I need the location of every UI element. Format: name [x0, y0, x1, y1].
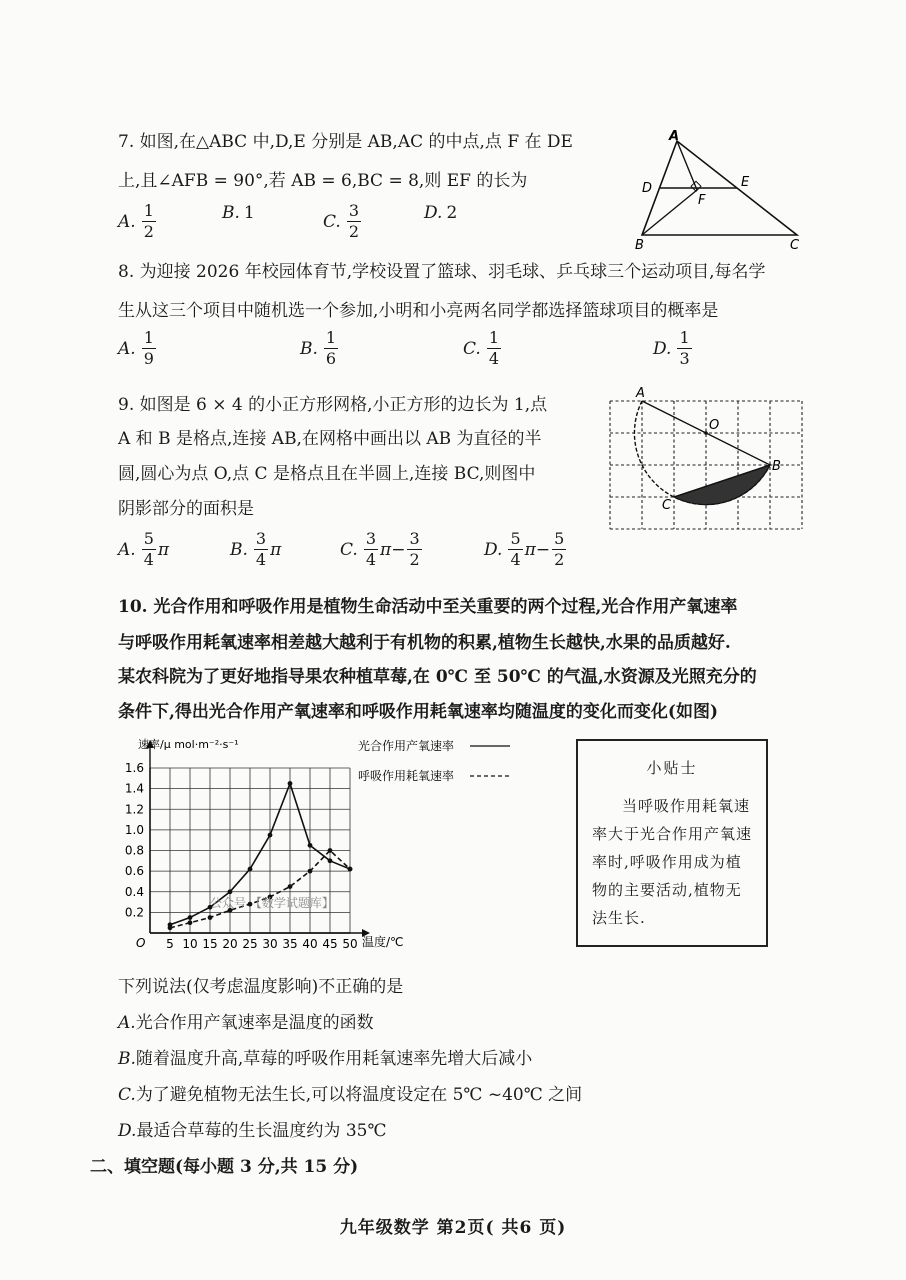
data-point: [188, 920, 193, 925]
q9-line-4: 阴影部分的面积是: [118, 499, 254, 519]
option-fraction: $\frac{5}{4}$: [510, 529, 521, 569]
option-label: B.: [222, 203, 240, 223]
option-fraction: $\frac{5}{4}$: [143, 529, 154, 569]
data-point: [188, 915, 193, 920]
y-axis-label: 速率/μ mol·m⁻²·s⁻¹: [138, 738, 239, 751]
q10-option-b: [118, 1044, 532, 1069]
q9-option-c: [340, 531, 424, 568]
y-tick-label: 0.2: [124, 905, 144, 920]
y-tick-label: 0.6: [124, 864, 144, 879]
tips-title: 小贴士: [646, 759, 698, 777]
option-label: A.: [118, 539, 136, 560]
q7-label-D: D: [642, 181, 653, 196]
q7-option-b: [222, 203, 255, 223]
q9-options: [118, 531, 598, 573]
option-fraction: $\frac{1}{3}$: [679, 328, 690, 368]
data-point: [288, 884, 293, 889]
q9-option-b: [230, 531, 281, 568]
data-point: [328, 858, 333, 863]
q8-option-b: [300, 330, 340, 367]
y-tick-label: 1.2: [124, 802, 144, 817]
x-tick-label: 10: [182, 937, 198, 951]
rate-temperature-chart: [110, 728, 560, 958]
tips-box: [576, 739, 768, 947]
q10-line-3: 某农科院为了更好地指导果农种植草莓,在 0℃ 至 50℃ 的气温,水资源及光照充分的: [118, 667, 757, 687]
option-value: 2: [446, 203, 458, 223]
q7-option-a: [118, 203, 158, 240]
q7-line-1: 7. 如图,在△ABC 中,D,E 分别是 AB,AC 的中点,点 F 在 DE: [118, 132, 573, 152]
q10-option-a-text: 光合作用产氧速率是温度的函数: [135, 1013, 374, 1033]
q10-option-c-label: C.: [118, 1085, 136, 1105]
option-label: D.: [424, 203, 443, 223]
legend-label-2: 呼吸作用耗氧速率: [358, 769, 455, 783]
data-point: [308, 843, 313, 848]
data-point: [268, 833, 273, 838]
q7-label-A: A: [669, 129, 680, 144]
x-tick-label: 15: [202, 937, 218, 951]
q9-label-C: C: [662, 498, 672, 513]
option-label: C.: [340, 539, 358, 560]
q7-option-c: [323, 203, 363, 240]
option-label: A.: [118, 211, 136, 232]
q9-label-O: O: [709, 418, 720, 433]
data-point: [288, 781, 293, 786]
pi-symbol: π: [157, 539, 170, 560]
option-fraction: $\frac{3}{4}$: [365, 529, 376, 569]
q7-options: [118, 203, 598, 245]
q9-line-1: 9. 如图是 6 × 4 的小正方形网格,小正方形的边长为 1,点: [118, 395, 548, 415]
minus-sign: −: [391, 539, 406, 560]
q9-label-B: B: [772, 459, 781, 474]
legend-label-1: 光合作用产氧速率: [358, 739, 455, 753]
option-fraction: $\frac{1}{2}$: [143, 201, 154, 241]
q10-option-d: [118, 1116, 387, 1141]
x-tick-label: 45: [322, 937, 338, 951]
q10-line-4: 条件下,得出光合作用产氧速率和呼吸作用耗氧速率均随温度的变化而变化(如图): [118, 702, 719, 722]
option-value: 1: [243, 203, 255, 223]
data-point: [248, 867, 253, 872]
origin-label: O: [136, 936, 146, 950]
q10-option-a-label: A.: [118, 1013, 136, 1033]
q10-question: 下列说法(仅考虑温度影响)不正确的是: [118, 977, 404, 997]
q7-label-C: C: [790, 238, 800, 253]
option-label: B.: [230, 539, 248, 560]
minus-sign: −: [535, 539, 551, 560]
option-label: D.: [484, 539, 503, 560]
option-label: C.: [463, 338, 481, 359]
q10-option-b-text: 随着温度升高,草莓的呼吸作用耗氧速率先增大后减小: [135, 1049, 533, 1069]
x-tick-label: 40: [302, 937, 318, 951]
y-tick-label: 0.4: [124, 884, 144, 899]
q8-option-c: [463, 330, 503, 367]
q10-option-b-label: B.: [118, 1049, 136, 1069]
option-fraction: $\frac{1}{4}$: [488, 328, 499, 368]
q7-label-B: B: [635, 238, 644, 253]
q9-line-2: A 和 B 是格点,连接 AB,在网格中画出以 AB 为直径的半: [118, 429, 542, 449]
option-label: B.: [300, 338, 318, 359]
q8-line-1: 8. 为迎接 2026 年校园体育节,学校设置了篮球、羽毛球、乒乓球三个运动项目,每名学: [118, 262, 766, 282]
q7-label-F: F: [698, 193, 706, 208]
x-tick-label: 35: [282, 937, 298, 951]
q9-label-A: A: [636, 386, 645, 401]
x-tick-label: 30: [262, 937, 278, 951]
pi-symbol: π: [524, 539, 536, 560]
section-2-heading: 二、填空题(每小题 3 分,共 15 分): [90, 1157, 359, 1177]
data-point: [348, 867, 353, 872]
q9-option-a: [118, 531, 169, 568]
q8-option-a: [118, 330, 158, 367]
x-tick-label: 50: [342, 937, 358, 951]
option-label: A.: [118, 338, 136, 359]
data-point: [168, 925, 173, 930]
option-label: D.: [653, 338, 672, 359]
series-line-2: [170, 851, 350, 928]
option-fraction-2: $\frac{5}{2}$: [554, 529, 565, 569]
q8-options: [118, 330, 738, 372]
q7-label-E: E: [741, 175, 750, 190]
x-tick-label: 20: [222, 937, 238, 951]
option-fraction: $\frac{1}{6}$: [325, 328, 337, 368]
q9-option-d: [484, 531, 568, 568]
q7-option-d: [424, 203, 457, 223]
q10-option-c-text: 为了避免植物无法生长,可以将温度设定在 5℃ ~40℃ 之间: [135, 1085, 583, 1105]
watermark-text: 公众号 【数学试题库】: [210, 896, 334, 911]
y-tick-label: 1.0: [124, 822, 144, 837]
option-fraction: $\frac{3}{4}$: [255, 529, 267, 569]
option-label: C.: [323, 211, 341, 232]
option-fraction-2: $\frac{3}{2}$: [409, 529, 420, 569]
data-point: [228, 889, 233, 894]
q9-grid-figure: [600, 385, 810, 530]
page-footer: 九年级数学 第2页( 共6 页): [339, 1218, 567, 1238]
pi-symbol: π: [270, 539, 282, 560]
y-tick-label: 0.8: [124, 843, 144, 858]
option-fraction: $\frac{3}{2}$: [348, 201, 359, 241]
q7-line-2: 上,且∠AFB = 90°,若 AB = 6,BC = 8,则 EF 的长为: [118, 171, 528, 191]
tips-body: 当呼吸作用耗氧速率大于光合作用产氧速率时,呼吸作用成为植物的主要活动,植物无法生长.: [592, 797, 753, 927]
q10-option-d-text: 最适合草莓的生长温度约为 35℃: [136, 1121, 387, 1141]
data-point: [208, 915, 213, 920]
data-point: [308, 869, 313, 874]
q8-line-2: 生从这三个项目中随机选一个参加,小明和小亮两名同学都选择篮球项目的概率是: [118, 301, 719, 321]
q9-line-3: 圆,圆心为点 O,点 C 是格点且在半圆上,连接 BC,则图中: [118, 464, 536, 484]
q10-option-a: [118, 1008, 374, 1033]
pi-symbol: π: [380, 539, 392, 560]
y-tick-label: 1.4: [124, 781, 144, 796]
option-fraction: $\frac{1}{9}$: [143, 328, 154, 368]
q10-line-1: 10. 光合作用和呼吸作用是植物生命活动中至关重要的两个过程,光合作用产氧速率: [118, 597, 738, 617]
q7-triangle-figure: [630, 128, 815, 253]
x-tick-label: 25: [242, 937, 258, 951]
q10-option-d-label: D.: [118, 1121, 137, 1141]
q8-option-d: [653, 330, 694, 367]
data-point: [328, 848, 333, 853]
q10-line-2: 与呼吸作用耗氧速率相差越大越利于有机物的积累,植物生长越快,水果的品质越好.: [118, 633, 731, 653]
q10-option-c: [118, 1080, 582, 1105]
x-tick-label: 5: [166, 937, 174, 951]
x-axis-label: 温度/℃: [362, 935, 404, 949]
y-tick-label: 1.6: [124, 761, 144, 775]
